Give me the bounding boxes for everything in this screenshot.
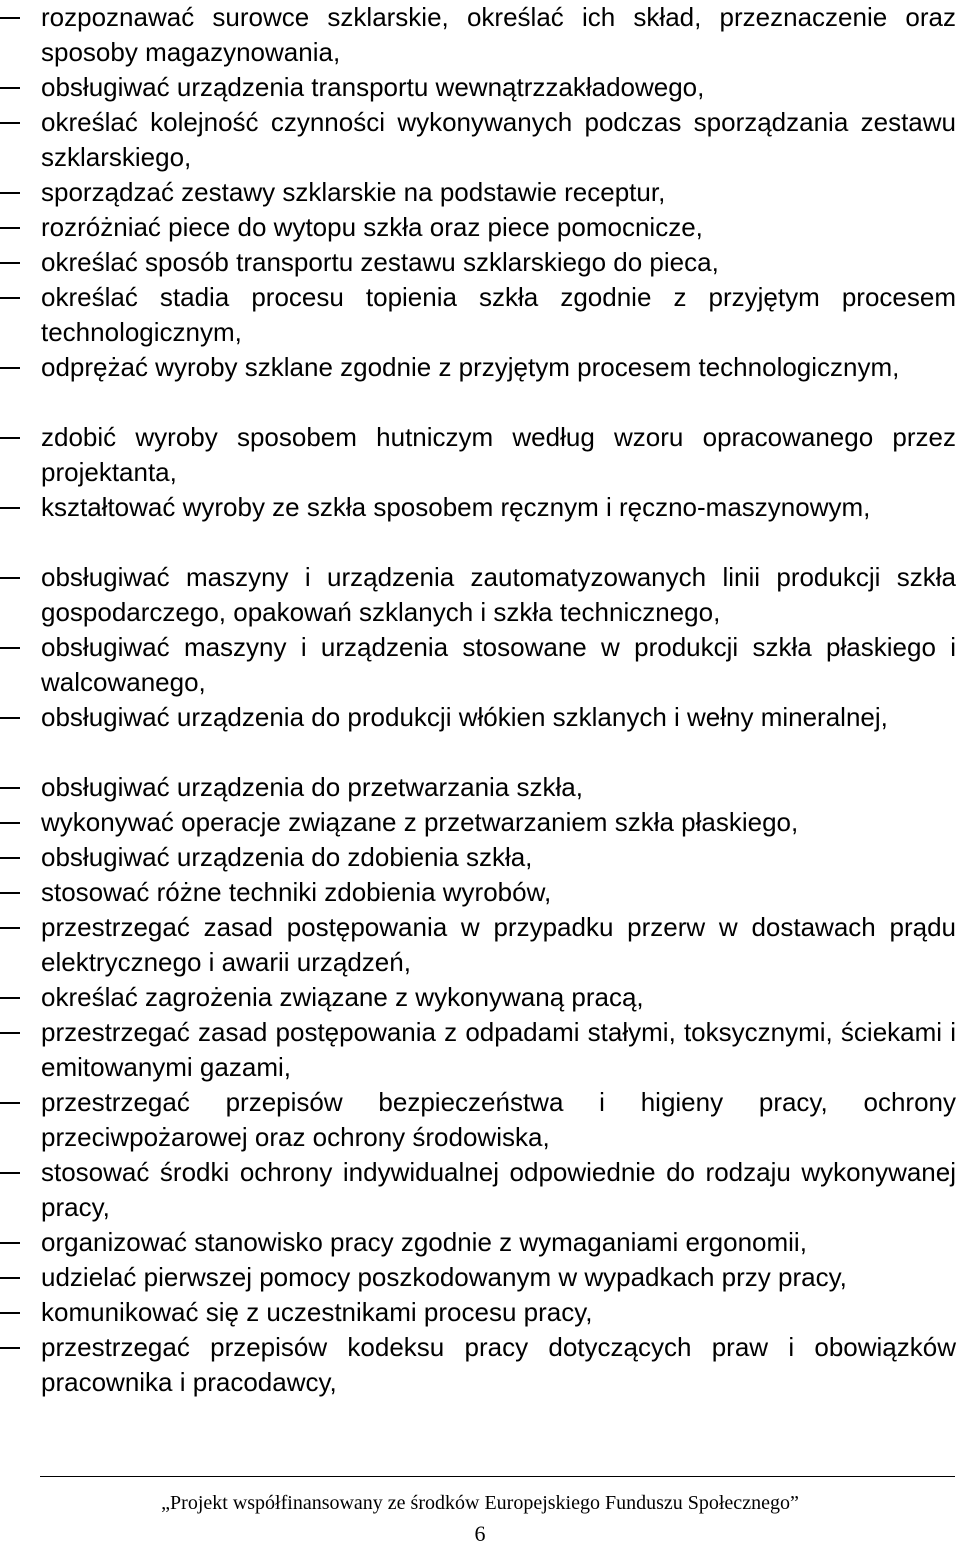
list-item-text: określać zagrożenia związane z wykonywaną pracą, — [41, 982, 644, 1012]
dash-bullet-icon — [0, 1312, 20, 1314]
dash-bullet-icon — [0, 717, 20, 719]
dash-bullet-icon — [0, 927, 20, 929]
list-item-text: stosować różne techniki zdobienia wyrobów, — [41, 877, 552, 907]
list-item-text: przestrzegać zasad postępowania z odpadami stałymi, toksycznymi, ściekami i emitowanymi gazami, — [41, 1017, 956, 1082]
dash-bullet-icon — [0, 1032, 20, 1034]
list-item-text: komunikować się z uczestnikami procesu pracy, — [41, 1297, 593, 1327]
dash-bullet-icon — [0, 17, 20, 19]
dash-bullet-icon — [0, 997, 20, 999]
dash-bullet-icon — [0, 507, 20, 509]
dash-bullet-icon — [0, 297, 20, 299]
footer-divider — [40, 1476, 955, 1477]
list-item-text: przestrzegać przepisów bezpieczeństwa i higieny pracy, ochrony przeciwpożarowej oraz ochrony środowiska, — [41, 1087, 956, 1152]
list-item-text: udzielać pierwszej pomocy poszkodowanym w wypadkach przy pracy, — [41, 1262, 847, 1292]
list-item-text: obsługiwać maszyny i urządzenia zautomatyzowanych linii produkcji szkła gospodarczego, opakowań szklanych i szkła technicznego, — [41, 562, 956, 627]
list-item-text: obsługiwać urządzenia transportu wewnątrzzakładowego, — [41, 72, 705, 102]
list-item-text: określać sposób transportu zestawu szklarskiego do pieca, — [41, 247, 719, 277]
dash-bullet-icon — [0, 262, 20, 264]
list-item-text: sporządzać zestawy szklarskie na podstawie receptur, — [41, 177, 666, 207]
list-item-text: kształtować wyroby ze szkła sposobem ręcznym i ręczno-maszynowym, — [41, 492, 871, 522]
dash-bullet-icon — [0, 227, 20, 229]
list-item-text: obsługiwać urządzenia do przetwarzania szkła, — [41, 772, 583, 802]
page-number: 6 — [474, 1521, 486, 1546]
list-item-text: zdobić wyroby sposobem hutniczym według wzoru opracowanego przez projektanta, — [41, 422, 956, 487]
dash-bullet-icon — [0, 577, 20, 579]
dash-bullet-icon — [0, 1347, 20, 1349]
dash-bullet-icon — [0, 857, 20, 859]
list-item-text: wykonywać operacje związane z przetwarzaniem szkła płaskiego, — [41, 807, 799, 837]
list-item-text: obsługiwać urządzenia do zdobienia szkła, — [41, 842, 533, 872]
list-item-text: obsługiwać urządzenia do produkcji włókien szklanych i wełny mineralnej, — [41, 702, 888, 732]
list-item-text: rozróżniać piece do wytopu szkła oraz piece pomocnicze, — [41, 212, 703, 242]
list-item-text: organizować stanowisko pracy zgodnie z wymaganiami ergonomii, — [41, 1227, 807, 1257]
footer-funding-note: „Projekt współfinansowany ze środków Europejskiego Funduszu Społecznego” — [161, 1492, 799, 1514]
dash-bullet-icon — [0, 822, 20, 824]
list-item-text: określać stadia procesu topienia szkła zgodnie z przyjętym procesem technologicznym, — [41, 282, 956, 347]
dash-bullet-icon — [0, 192, 20, 194]
list-item-text: określać kolejność czynności wykonywanych podczas sporządzania zestawu szklarskiego, — [41, 107, 956, 172]
list-item-text: odprężać wyroby szklane zgodnie z przyjętym procesem technologicznym, — [41, 352, 900, 382]
dash-bullet-icon — [0, 647, 20, 649]
dash-bullet-icon — [0, 367, 20, 369]
list-item-text: przestrzegać zasad postępowania w przypadku przerw w dostawach prądu elektrycznego i awarii urządzeń, — [41, 912, 956, 977]
dash-bullet-icon — [0, 437, 20, 439]
dash-bullet-icon — [0, 1172, 20, 1174]
dash-bullet-icon — [0, 1102, 20, 1104]
dash-bullet-icon — [0, 1277, 20, 1279]
dash-bullet-icon — [0, 87, 20, 89]
dash-bullet-icon — [0, 1242, 20, 1244]
dash-bullet-icon — [0, 787, 20, 789]
list-item-text: przestrzegać przepisów kodeksu pracy dotyczących praw i obowiązków pracownika i pracodawcy, — [41, 1332, 956, 1397]
list-item-text: rozpoznawać surowce szklarskie, określać ich skład, przeznaczenie oraz sposoby magazynowania, — [41, 2, 956, 67]
list-item-text: obsługiwać maszyny i urządzenia stosowane w produkcji szkła płaskiego i walcowanego, — [41, 632, 956, 697]
dash-bullet-icon — [0, 122, 20, 124]
dash-bullet-icon — [0, 892, 20, 894]
list-item-text: stosować środki ochrony indywidualnej odpowiednie do rodzaju wykonywanej pracy, — [41, 1157, 956, 1222]
